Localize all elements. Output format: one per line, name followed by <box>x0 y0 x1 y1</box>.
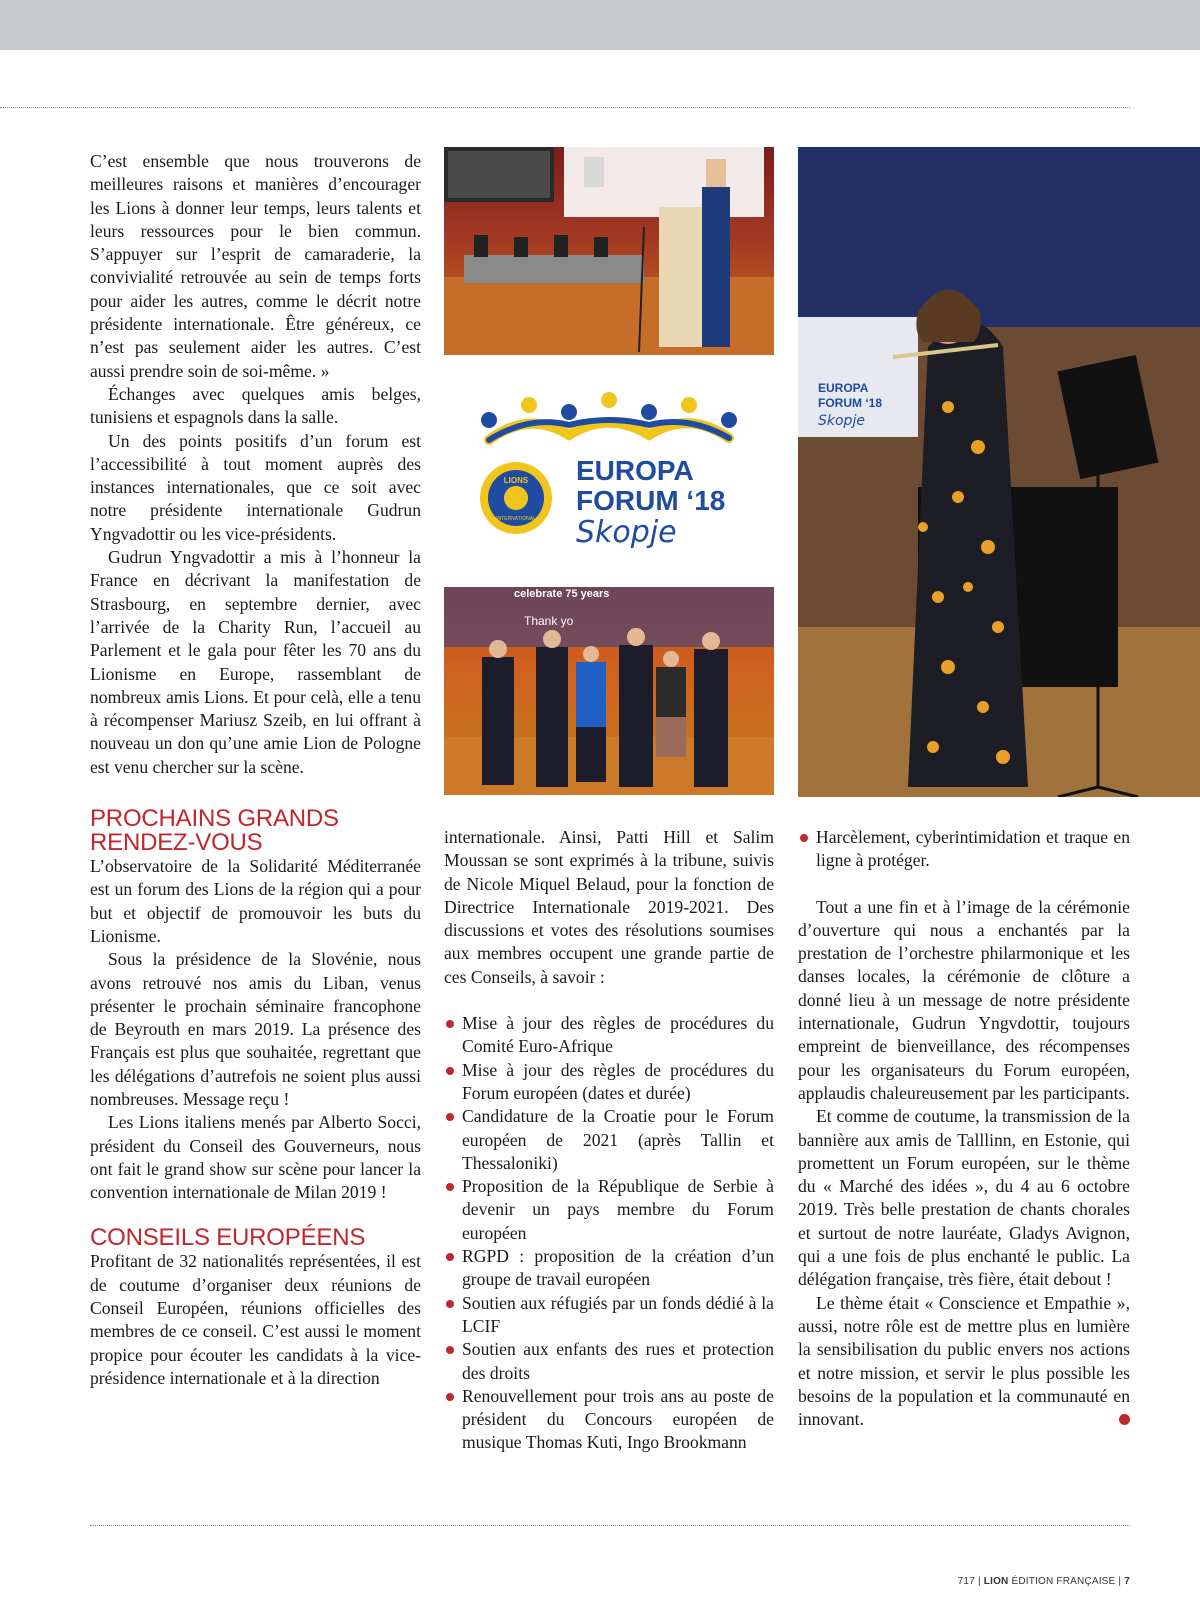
paragraph: Gudrun Yngvadottir a mis à l’honneur la France en décrivant la manifestation de Strasbourg, en septembre dernier, avec l’arrivée de la Charity Run, l’accueil au Parlement et le gala pour fêter les 70 ans du Lionisme en Europe, rassemblant de nombreux amis Lions. Et pour celà, elle a tenu à récompenser Mariusz Szeib, en lui offrant à nouveau un don qu’une amie Lion de Pologne est venu chercher sur la scène. <box>90 547 421 777</box>
paragraph: L’observatoire de la Solidarité Méditerranée est un forum des Lions de la région qui a pour but et objectif de promouvoir les buts du Lionisme. <box>90 856 421 946</box>
header-band <box>0 0 1200 50</box>
emblem-subtext: INTERNATIONAL <box>496 516 536 522</box>
issue-number: 717 <box>957 1576 975 1587</box>
resolutions-list-cont <box>798 826 1130 873</box>
flute-banner-3: Skopje <box>818 413 865 429</box>
paragraph: C’est ensemble que nous trouverons de meilleures raisons et manières d’encourager les Lions à donner leur temps, leurs talents et leurs ressources pour le bien commun. S’appuyer sur l’esprit de camaraderie, la convivialité retrouvée au sein de temps forts pour aider les autres, comme le décrit notre présidente internationale. Être généreux, ce n’est pas seulement aider les autres. C’est aussi prendre soin de soi-même. » <box>90 151 421 381</box>
list-item: Renouvellement pour trois ans au poste de président du Concours européen de musique Thomas Kuti, Ingo Brookmann <box>444 1385 774 1455</box>
paragraph: Et comme de coutume, la transmission de la bannière aux amis de Talllinn, en Estonie, qui promettent un Forum européen, sur le thème du « Marché des idées », du 4 au 6 octobre 2019. Très belle prestation de chants chorales et surtout de notre lauréate, Gladys Avignon, qui a une fois de plus enchanté le public. La délégation française, très fière, était debout ! <box>798 1106 1130 1290</box>
list-item: Mise à jour des règles de procédures du Comité Euro-Afrique <box>444 1012 774 1059</box>
flutist-photo <box>798 147 1200 797</box>
column-1 <box>90 150 421 1390</box>
top-divider <box>0 107 1130 108</box>
page-number: 7 <box>1124 1576 1130 1587</box>
logo-line-3: Skopje <box>576 515 677 550</box>
europa-forum-logo <box>444 380 774 560</box>
column-3 <box>798 826 1130 1431</box>
list-item: RGPD : proposition de la création d’un groupe de travail européen <box>444 1245 774 1292</box>
resolutions-list <box>444 1012 774 1455</box>
logo-line-2: FORUM ‘18 <box>576 485 726 516</box>
emblem-text: LIONS <box>503 476 529 485</box>
paragraph: internationale. Ainsi, Patti Hill et Salim Moussan se sont exprimés à la tribune, suivis de Nicole Miquel Belaud, pour la fonction de Directrice Internationale 2019-2021. Des discussions et votes des résolutions soumises aux membres occupent une grande partie de ces Conseils, à savoir : <box>444 827 774 987</box>
bottom-divider <box>90 1525 1130 1526</box>
flute-banner-1: EUROPA <box>818 381 869 395</box>
paragraph: Profitant de 32 nationalités représentées, il est de coutume d’organiser deux réunions de Conseil Européen, réunions officielles des membres de ce conseil. C’est aussi le moment propice pour écouter les candidats à la vice-présidence internationale et à la direction <box>90 1251 421 1388</box>
list-item: Candidature de la Croatie pour le Forum européen de 2021 (après Tallin et Thessaloniki) <box>444 1105 774 1175</box>
banner-text-2: Thank yo <box>524 614 574 628</box>
logo-line-1: EUROPA <box>576 455 694 486</box>
section-heading-conseils: CONSEILS EUROPÉENS <box>90 1224 366 1252</box>
paragraph: Sous la présidence de la Slovénie, nous avons retrouvé nos amis du Liban, venus présenter le prochain séminaire francophone de Beyrouth en mars 2019. La présence des Français est plus que souhaitée, regrettant que les délégations d’autrefois ne soient plus aussi nombreuses. Message reçu ! <box>90 949 421 1109</box>
paragraph: Un des points positifs d’un forum est l’accessibilité à tout moment auprès des instances internationales, que ce soit avec notre présidente internationale Gudrun Yngvadottir ou les vice-présidents. <box>90 430 421 544</box>
conference-photo <box>444 147 774 355</box>
edition-label: ÉDITION FRANÇAISE <box>1011 1576 1116 1587</box>
page-footer: 717 | LION ÉDITION FRANÇAISE | 7 <box>957 1576 1130 1587</box>
paragraph: Le thème était « Conscience et Empathie », aussi, notre rôle est de mettre plus en lumière la sensibilisation du public envers nos actions et notre mission, et servir le plus possible les besoins de la population et la communauté en innovant. <box>798 1292 1130 1430</box>
brand-name: LION <box>983 1576 1009 1587</box>
paragraph: Les Lions italiens menés par Alberto Socci, président du Conseil des Gouverneurs, nous ont fait le grand show sur scène pour lancer la convention internationale de Milan 2019 ! <box>90 1112 421 1203</box>
flute-banner-2: FORUM ‘18 <box>818 396 883 410</box>
list-item: Soutien aux réfugiés par un fonds dédié à la LCIF <box>444 1292 774 1339</box>
paragraph: Tout a une fin et à l’image de la cérémonie d’ouverture qui nous a enchantés par la prestation de l’orchestre philarmonique et les danses locales, la cérémonie de clôture a donné lieu à un message de notre présidente internationale, Gudrun Yngvdottir, toujours empreint de bienveillance, des récompenses pour les organisateurs du Forum européen, applaudis chaleureusement par les participants. <box>798 896 1130 1103</box>
column-2 <box>444 826 774 1455</box>
banner-text: celebrate 75 years <box>514 588 610 600</box>
section-heading-rendez-vous: PROCHAINS GRANDS RENDEZ-VOUS <box>90 805 339 857</box>
paragraph: Échanges avec quelques amis belges, tunisiens et espagnols dans la salle. <box>90 383 421 428</box>
list-item: Harcèlement, cyberintimidation et traque en ligne à protéger. <box>798 826 1130 873</box>
group-photo <box>444 587 774 795</box>
list-item: Mise à jour des règles de procédures du Forum européen (dates et durée) <box>444 1059 774 1106</box>
list-item: Soutien aux enfants des rues et protection des droits <box>444 1338 774 1385</box>
list-item: Proposition de la République de Serbie à devenir un pays membre du Forum européen <box>444 1175 774 1245</box>
